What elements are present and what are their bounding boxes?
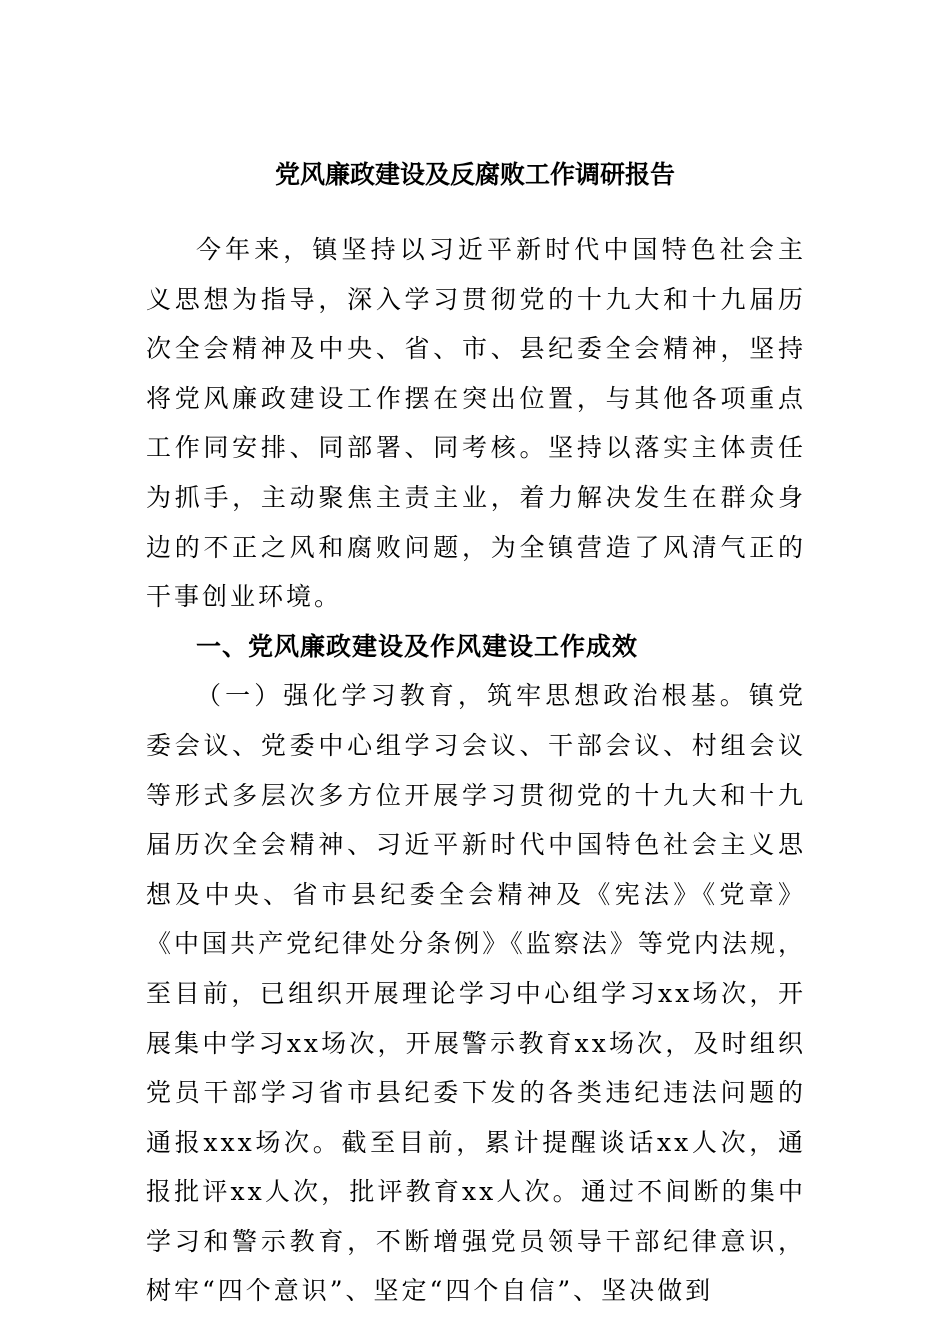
section-heading-1: 一、党风廉政建设及作风建设工作成效 [196, 631, 639, 661]
document-body [146, 225, 806, 1316]
intro-paragraph: 今年来，镇坚持以习近平新时代中国特色社会主义思想为指导，深入学习贯彻党的十九大和十九届历次全会精神及中央、省、市、县纪委全会精神，坚持将党风廉政建设工作摆在突出位置，与其他各项重点工作同安排、同部署、同考核。坚持以落实主体责任为抓手，主动聚焦主责主业，着力解决发生在群众身边的不正之风和腐败问题，为全镇营造了风清气正的干事创业环境。 [146, 235, 806, 612]
section-1-paragraph-1: （一）强化学习教育，筑牢思想政治根基。镇党委会议、党委中心组学习会议、干部会议、村组会议等形式多层次多方位开展学习贯彻党的十九大和十九届历次全会精神、习近平新时代中国特色社会主义思想及中央、省市县纪委全会精神及《宪法》《党章》《中国共产党纪律处分条例》《监察法》等党内法规，至目前，已组织开展理论学习中心组学习xx场次，开展集中学习xx场次，开展警示教育xx场次，及时组织党员干部学习省市县纪委下发的各类违纪违法问题的通报xxx场次。截至目前，累计提醒谈话xx人次，通报批评xx人次，批评教育xx人次。通过不间断的集中学习和警示教育，不断增强党员领导干部纪律意识，树牢“四个意识”、坚定“四个自信”、坚决做到 [146, 681, 806, 1306]
document-title: 党风廉政建设及反腐败工作调研报告 [274, 160, 675, 189]
